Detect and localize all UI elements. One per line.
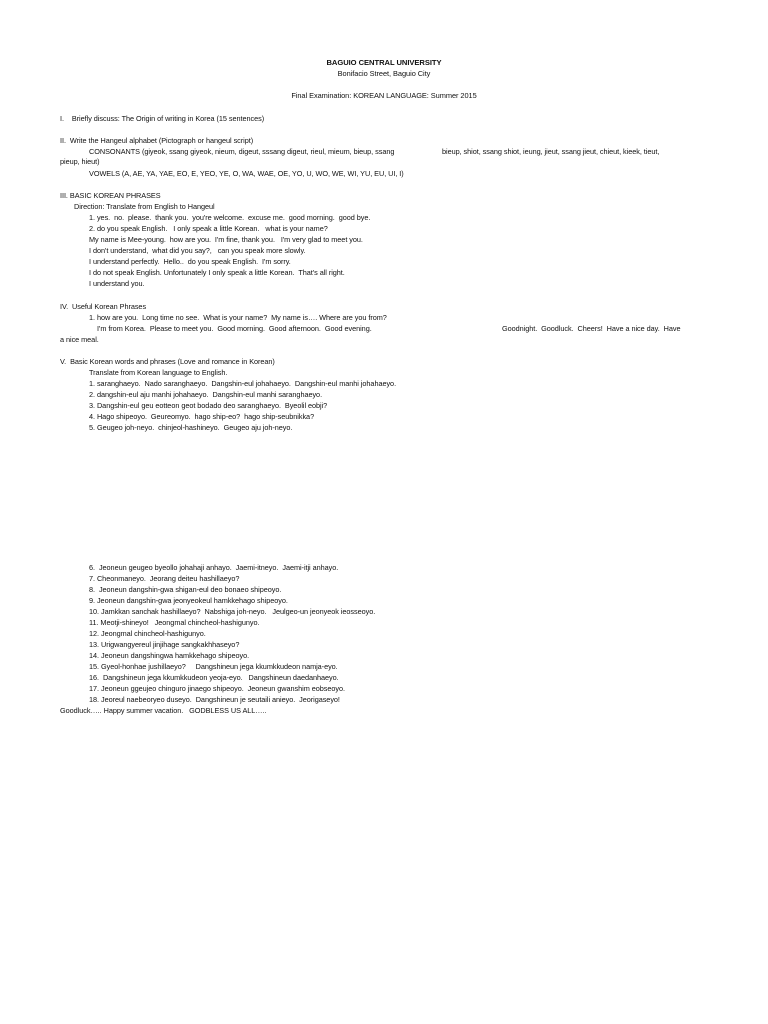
section-3-direction: Direction: Translate from English to Hangeul	[74, 202, 215, 211]
korean-phrase-item: 11. Meotji-shineyo! Jeongmal chincheol-hashigunyo.	[89, 618, 260, 627]
phrase-item: 2. do you speak English. I only speak a little Korean. what is your name?	[89, 224, 328, 233]
korean-phrase-item: 17. Jeoneun ggeujeo chinguro jinaego shipeoyo. Jeoneun gwanshim eobseoyo.	[89, 684, 345, 693]
closing-line: Goodluck….. Happy summer vacation. GODBLESS US ALL…..	[60, 706, 267, 715]
useful-phrases-line-2-cont: Goodnight. Goodluck. Cheers! Have a nice day. Have	[502, 324, 681, 333]
section-3-heading: III. BASIC KOREAN PHRASES	[60, 191, 161, 200]
phrase-item: 1. yes. no. please. thank you. you're welcome. excuse me. good morning. good bye.	[89, 213, 371, 222]
useful-phrases-line-1: 1. how are you. Long time no see. What is your name? My name is…. Where are you from?	[89, 313, 387, 322]
section-5-direction: Translate from Korean language to English.	[89, 368, 228, 377]
korean-phrase-item: 8. Jeoneun dangshin-gwa shigan-eul deo bonaeo shipeoyo.	[89, 585, 282, 594]
korean-phrase-item: 9. Jeoneun dangshin-gwa jeonyeokeul hamkkehago shipeoyo.	[89, 596, 288, 605]
exam-title: Final Examination: KOREAN LANGUAGE: Summer 2015	[291, 91, 477, 100]
phrase-item: I don't understand, what did you say?, can you speak more slowly.	[89, 246, 306, 255]
korean-phrase-item: 4. Hago shipeoyo. Geureomyo. hago ship-eo? hago ship-seubnikka?	[89, 412, 315, 421]
korean-phrase-item: 14. Jeoneun dangshingwa hamkkehago shipeoyo.	[89, 651, 250, 660]
korean-phrase-item: 1. saranghaeyo. Nado saranghaeyo. Dangshin-eul johahaeyo. Dangshin-eul manhi johahaeyo.	[89, 379, 397, 388]
phrase-item: I do not speak English. Unfortunately I only speak a little Korean. That's all right.	[89, 268, 345, 277]
consonants-line-1: CONSONANTS (giyeok, ssang giyeok, nieum, digeut, sssang digeut, rieul, mieum, bieup, ssang	[89, 147, 395, 156]
korean-phrase-item: 10. Jamkkan sanchak hashillaeyo? Nabshiga joh-neyo. Jeulgeo-un jeonyeok ieosseoyo.	[89, 607, 376, 616]
korean-phrase-item: 6. Jeoneun geugeo byeollo johahaji anhayo. Jaemi-itneyo. Jaemi-itji anhayo.	[89, 563, 339, 572]
korean-phrase-item: 7. Cheonmaneyo. Jeorang deiteu hashillaeyo?	[89, 574, 240, 583]
university-name: BAGUIO CENTRAL UNIVERSITY	[326, 58, 442, 67]
vowels-line: VOWELS (A, AE, YA, YAE, EO, E, YEO, YE, O, WA, WAE, OE, YO, U, WO, WE, WI, YU, EU, UI, I)	[89, 169, 404, 178]
section-4-heading: IV. Useful Korean Phrases	[60, 302, 147, 311]
phrase-item: I understand perfectly. Hello.. do you speak English. I'm sorry.	[89, 257, 291, 266]
korean-phrase-item: 13. Urigwangyereul jinjihage sangkakhhaseyo?	[89, 640, 240, 649]
consonants-line-2: bieup, shiot, ssang shiot, ieung, jieut, ssang jieut, chieut, kieek, tieut,	[442, 147, 660, 156]
useful-phrases-line-2: I'm from Korea. Please to meet you. Good morning. Good afternoon. Good evening.	[97, 324, 372, 333]
section-1-question: I. Briefly discuss: The Origin of writing in Korea (15 sentences)	[60, 114, 265, 123]
useful-phrases-line-3: a nice meal.	[60, 335, 99, 344]
phrase-item: I understand you.	[89, 279, 145, 288]
section-2-heading: II. Write the Hangeul alphabet (Pictograph or hangeul script)	[60, 136, 254, 145]
university-address: Bonifacio Street, Baguio City	[337, 69, 431, 78]
korean-phrase-item: 15. Gyeol-honhae jushillaeyo? Dangshineun jega kkumkkudeon namja-eyo.	[89, 662, 338, 671]
korean-phrase-item: 2. dangshin-eul aju manhi johahaeyo. Dangshin-eul manhi saranghaeyo.	[89, 390, 323, 399]
korean-phrase-item: 5. Geugeo joh-neyo. chinjeol-hashineyo. Geugeo aju joh-neyo.	[89, 423, 293, 432]
consonants-line-3: pieup, hieut)	[60, 157, 100, 166]
section-5-heading: V. Basic Korean words and phrases (Love and romance in Korean)	[60, 357, 275, 366]
korean-phrase-item: 3. Dangshin-eul geu eotteon geot bodado deo saranghaeyo. Byeolil eobji?	[89, 401, 328, 410]
korean-phrase-item: 16. Dangshineun jega kkumkkudeon yeoja-eyo. Dangshineun daedanhaeyo.	[89, 673, 339, 682]
phrase-item: My name is Mee-young. how are you. I'm fine, thank you. I'm very glad to meet you.	[89, 235, 363, 244]
korean-phrase-item: 18. Jeoreul naebeoryeo duseyo. Dangshineun je seutaili anieyo. Jeorigaseyo!	[89, 695, 340, 704]
korean-phrase-item: 12. Jeongmal chincheol-hashigunyo.	[89, 629, 206, 638]
